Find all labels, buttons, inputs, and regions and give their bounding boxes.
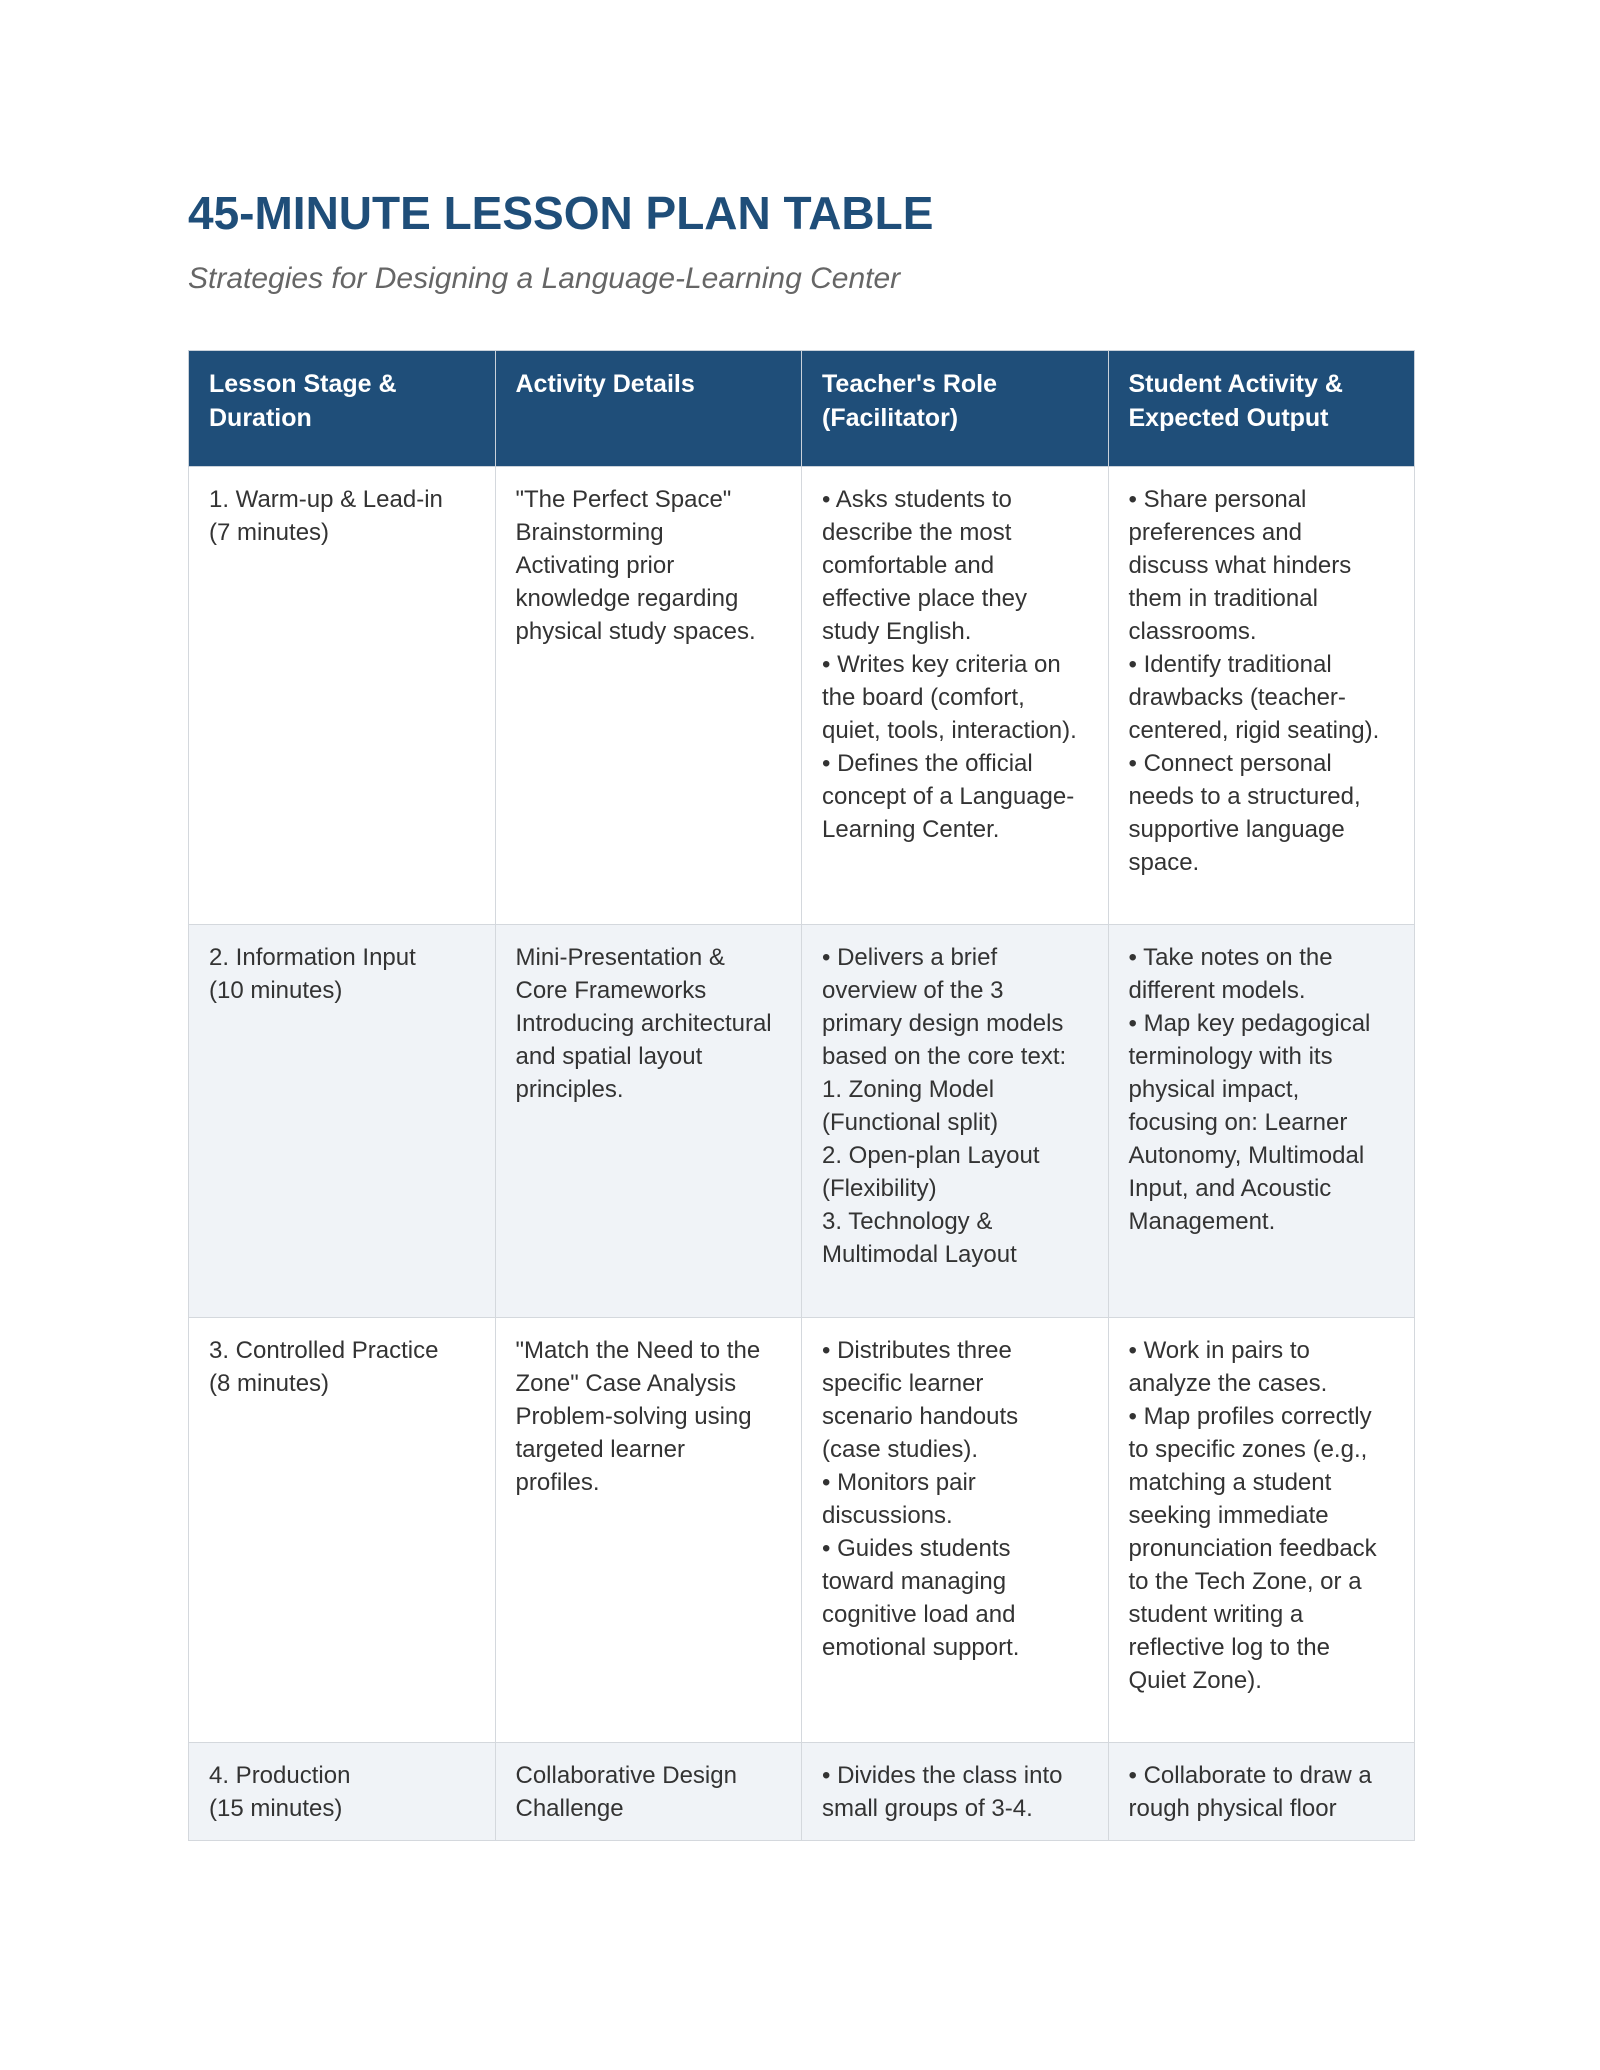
cell-teacher-role: • Distributes three specific learner scenario handouts (case studies). • Monitors pair discussions. • Guides students toward managing cognitive load and emotional support. (802, 1318, 1109, 1743)
cell-student-activity: • Share personal preferences and discuss what hinders them in traditional classrooms. • Identify traditional drawbacks (teacher- centered, rigid seating). • Connect personal needs to a structured, supportive language space. (1108, 467, 1415, 925)
cell-teacher-role: • Asks students to describe the most comfortable and effective place they study English. • Writes key criteria on the board (comfort, quiet, tools, interaction). • Defines the official concept of a Language- Learning Center. (802, 467, 1109, 925)
header-student-activity: Student Activity & Expected Output (1108, 351, 1415, 467)
cell-teacher-role: • Delivers a brief overview of the 3 primary design models based on the core text: 1. Zoning Model (Functional split) 2. Open-plan Layout (Flexibility) 3. Technology & Multimodal Layout (802, 925, 1109, 1318)
lesson-plan-table (188, 350, 1415, 1841)
table-row (189, 467, 1415, 925)
cell-teacher-role: • Divides the class into small groups of 3-4. (802, 1743, 1109, 1841)
table-row (189, 1743, 1415, 1841)
cell-student-activity: • Take notes on the different models. • Map key pedagogical terminology with its physical impact, focusing on: Learner Autonomy, Multimodal Input, and Acoustic Management. (1108, 925, 1415, 1318)
table-header (189, 351, 1415, 467)
header-row (189, 351, 1415, 467)
header-activity-details: Activity Details (495, 351, 802, 467)
cell-stage: 3. Controlled Practice (8 minutes) (189, 1318, 496, 1743)
table-body (189, 467, 1415, 1841)
header-stage-duration: Lesson Stage & Duration (189, 351, 496, 467)
table-row (189, 925, 1415, 1318)
page-title: 45-MINUTE LESSON PLAN TABLE (188, 187, 934, 239)
cell-activity: "Match the Need to the Zone" Case Analysis Problem-solving using targeted learner profiles. (495, 1318, 802, 1743)
cell-stage: 4. Production (15 minutes) (189, 1743, 496, 1841)
cell-stage: 1. Warm-up & Lead-in (7 minutes) (189, 467, 496, 925)
cell-stage: 2. Information Input (10 minutes) (189, 925, 496, 1318)
cell-activity: Collaborative Design Challenge (495, 1743, 802, 1841)
cell-activity: Mini-Presentation & Core Frameworks Introducing architectural and spatial layout principles. (495, 925, 802, 1318)
page-subtitle: Strategies for Designing a Language-Learning Center (188, 262, 901, 295)
cell-activity: "The Perfect Space" Brainstorming Activating prior knowledge regarding physical study spaces. (495, 467, 802, 925)
header-teacher-role: Teacher's Role (Facilitator) (802, 351, 1109, 467)
cell-student-activity: • Collaborate to draw a rough physical floor (1108, 1743, 1415, 1841)
cell-student-activity: • Work in pairs to analyze the cases. • Map profiles correctly to specific zones (e.g., matching a student seeking immediate pronunciation feedback to the Tech Zone, or a student writing a reflective log to the Quiet Zone). (1108, 1318, 1415, 1743)
table-row (189, 1318, 1415, 1743)
